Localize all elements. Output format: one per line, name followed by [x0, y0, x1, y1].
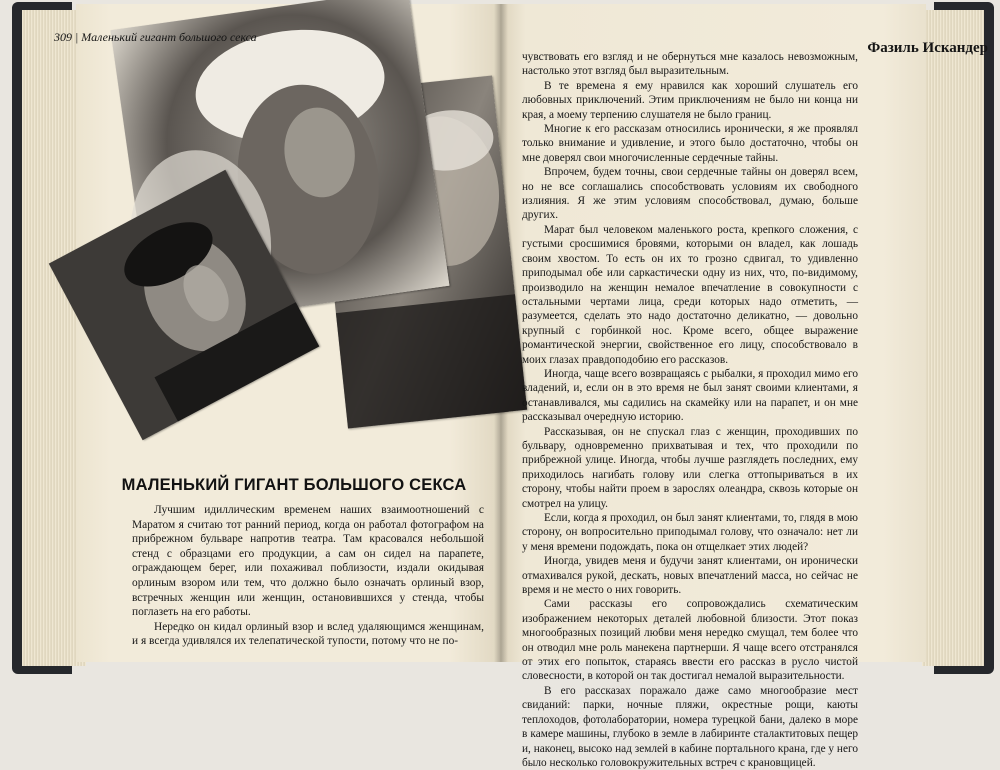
paragraph: Рассказывая, он не спускал глаз с женщин, проходивших по бульвару, одновременно прихватывая и тех, что проходили по прибрежной улице. Иногда, чтобы лучше разглядеть последних, ему приходилось нагибать голову или слегка оттопыриваться в их сторону, чтобы найти проем в зарослях олеандра, сквозь которые он смотрел на улицу.	[522, 425, 858, 510]
paragraph: Марат был человеком маленького роста, крепкого сложения, с густыми сросшимися бровями, которыми он владел, как лошадь своим хвостом. То есть он их то грозно сдвигал, то удивленно приподымал обе или саркастически одну из них, что, по-видимому, производило на женщин немалое впечатление в совокупности с остальными чертами лица, среди которых надо отметить, — разумеется, сделать это надо достаточно деликатно, — довольно крупный с горбинкой нос. Кроме всего, общее выражение романтической энергии, свойственное его лицу, способствовало в моих глазах правдоподобию его рассказов.	[522, 223, 858, 366]
running-head-page-title: 309 | Маленький гигант большого секса	[54, 30, 257, 44]
page-block-right	[922, 10, 984, 666]
paragraph: Если, когда я проходил, он был занят клиентами, то, глядя в мою сторону, он вопросительно приподымал голову, что означало: нет ли у меня времени подождать, пока он отщелкает этих людей?	[522, 512, 858, 553]
paragraph: Иногда, увидев меня и будучи занят клиентами, он иронически отмахивался рукой, дескать, новых впечатлений масса, но сейчас не время и не место о них говорить.	[522, 555, 858, 597]
paragraph: В те времена я ему нравился как хороший слушатель его любовных приключений. Этим приключениям не было ни конца ни края, а моему терпению слушателя не было границ.	[522, 79, 858, 121]
paragraph: Многие к его рассказам относились иронически, я же проявлял только внимание и удивление, и этого было достаточно, чтобы он мне доверял свои многочисленные сердечные тайны.	[522, 123, 858, 164]
paragraph: Лучшим идиллическим временем наших взаимоотношений с Маратом я считаю тот ранний период, когда он работал фотографом на прибрежном бульваре напротив театра. Там красовался небольшой стенд с образцами его продукции, а сам он сидел на парапете, ограждающем берег, или похаживал поблизости, издали окидывая орлиным взором или тем, что должно было означать орлиный взор, встречных женщин или женщин, остановившихся у стенда, чтобы поглазеть на его работы.	[132, 504, 484, 619]
paragraph: Впрочем, будем точны, свои сердечные тайны он доверял всем, но не все соглашались способствовать условиям их свободного излияния. Я же этим условиям способствовал, думаю, больше других.	[522, 166, 858, 222]
paragraph: Нередко он кидал орлиный взор и вслед удаляющимся женщинам, и я всегда удивлялся их телепатической тупости, потому что не по-	[132, 620, 484, 648]
paragraph: Сами рассказы его сопровождались схематическим изображением некоторых деталей любовной близости. Этот показ многообразных позиций любви меня нередко смущал, тем более что он отводил мне роль манекена партнерши. Я чаще всего отстранялся от этих его попыток, стараясь ввести его рассказ в русло чистой словесности, в которой он так достигал немалой выразительности.	[522, 598, 858, 683]
right-page-text	[522, 50, 858, 770]
running-head-author: Фазиль Искандер	[867, 40, 988, 56]
paragraph: чувствовать его взгляд и не обернуться мне казалось невозможным, настолько этот взгляд был выразительным.	[522, 51, 858, 78]
story-title: МАЛЕНЬКИЙ ГИГАНТ БОЛЬШОГО СЕКСА	[121, 476, 467, 494]
left-page-text	[132, 503, 484, 649]
paragraph: В его рассказах поражало даже само многообразие мест свиданий: парки, ночные пляжи, окрестные рощи, каюты теплоходов, фотолаборатории, номера турецкой бани, далеко в море в камере машины, глубоко в земле в лабиринте сталактитовых пещер и, наконец, высоко над землей в кабине портального крана, где у него было несколько головокружительных встреч с крановщицей.	[522, 684, 858, 769]
paragraph: Иногда, чаще всего возвращаясь с рыбалки, я проходил мимо его владений, и, если он в это время не был занят своими клиентами, я останавливался, мы садились на скамейку или на парапет, и он мне рассказывал очередную историю.	[522, 367, 858, 424]
